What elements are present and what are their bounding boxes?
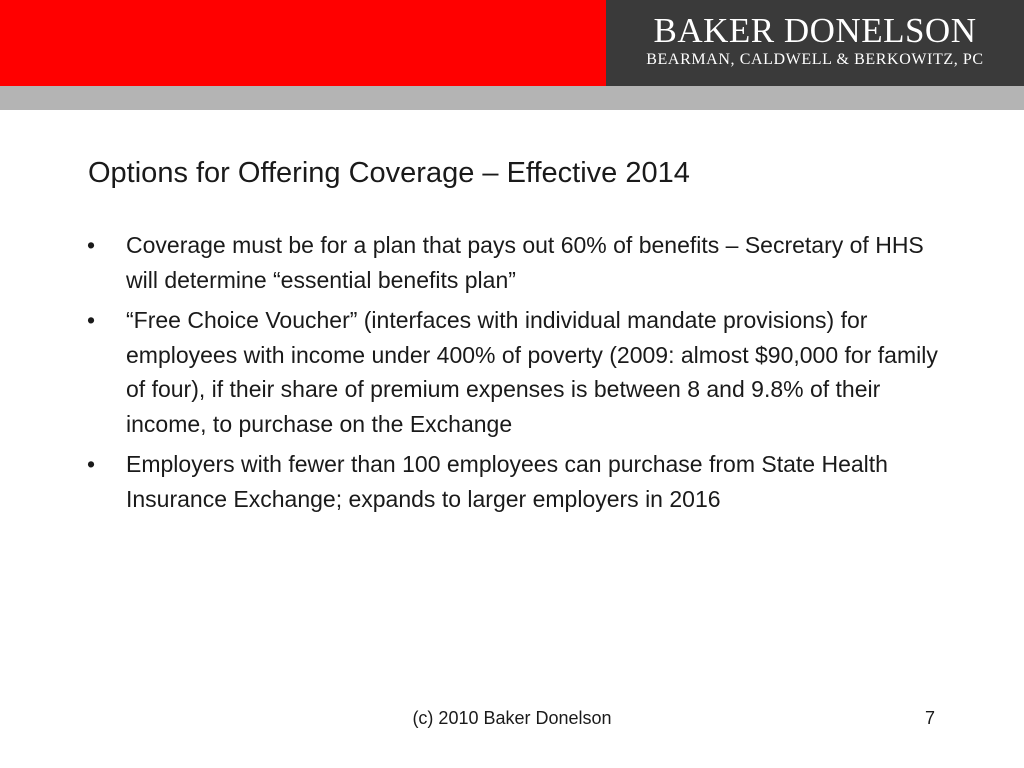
bullet-item [87, 228, 947, 297]
bullet-list [87, 228, 947, 522]
firm-logo [606, 0, 1024, 86]
bullet-item [87, 447, 947, 516]
bullet-text: “Free Choice Voucher” (interfaces with individual mandate provisions) for employees with income under 400% of poverty (2009: almost $90,000 for family of four), if their share of premium expenses is between 8 and 9.8% of their income, to purchase on the Exchange [126, 307, 938, 437]
slide-title: Options for Offering Coverage – Effective 2014 [88, 157, 690, 189]
bullet-item [87, 303, 947, 441]
header-gray-band [0, 86, 1024, 110]
bullet-marker: • [87, 307, 96, 333]
footer-copyright: (c) 2010 Baker Donelson [412, 708, 612, 728]
header-red-band [0, 0, 606, 86]
bullet-marker: • [87, 451, 96, 477]
page-number: 7 [925, 708, 936, 728]
logo-subtitle: BEARMAN, CALDWELL & BERKOWITZ, PC [646, 51, 984, 68]
bullet-text: Coverage must be for a plan that pays out 60% of benefits – Secretary of HHS will determine “essential benefits plan” [126, 232, 924, 293]
logo-name: BAKER DONELSON [653, 11, 977, 50]
bullet-marker: • [87, 232, 96, 258]
bullet-text: Employers with fewer than 100 employees can purchase from State Health Insurance Exchange; expands to larger employers in 2016 [126, 451, 888, 512]
